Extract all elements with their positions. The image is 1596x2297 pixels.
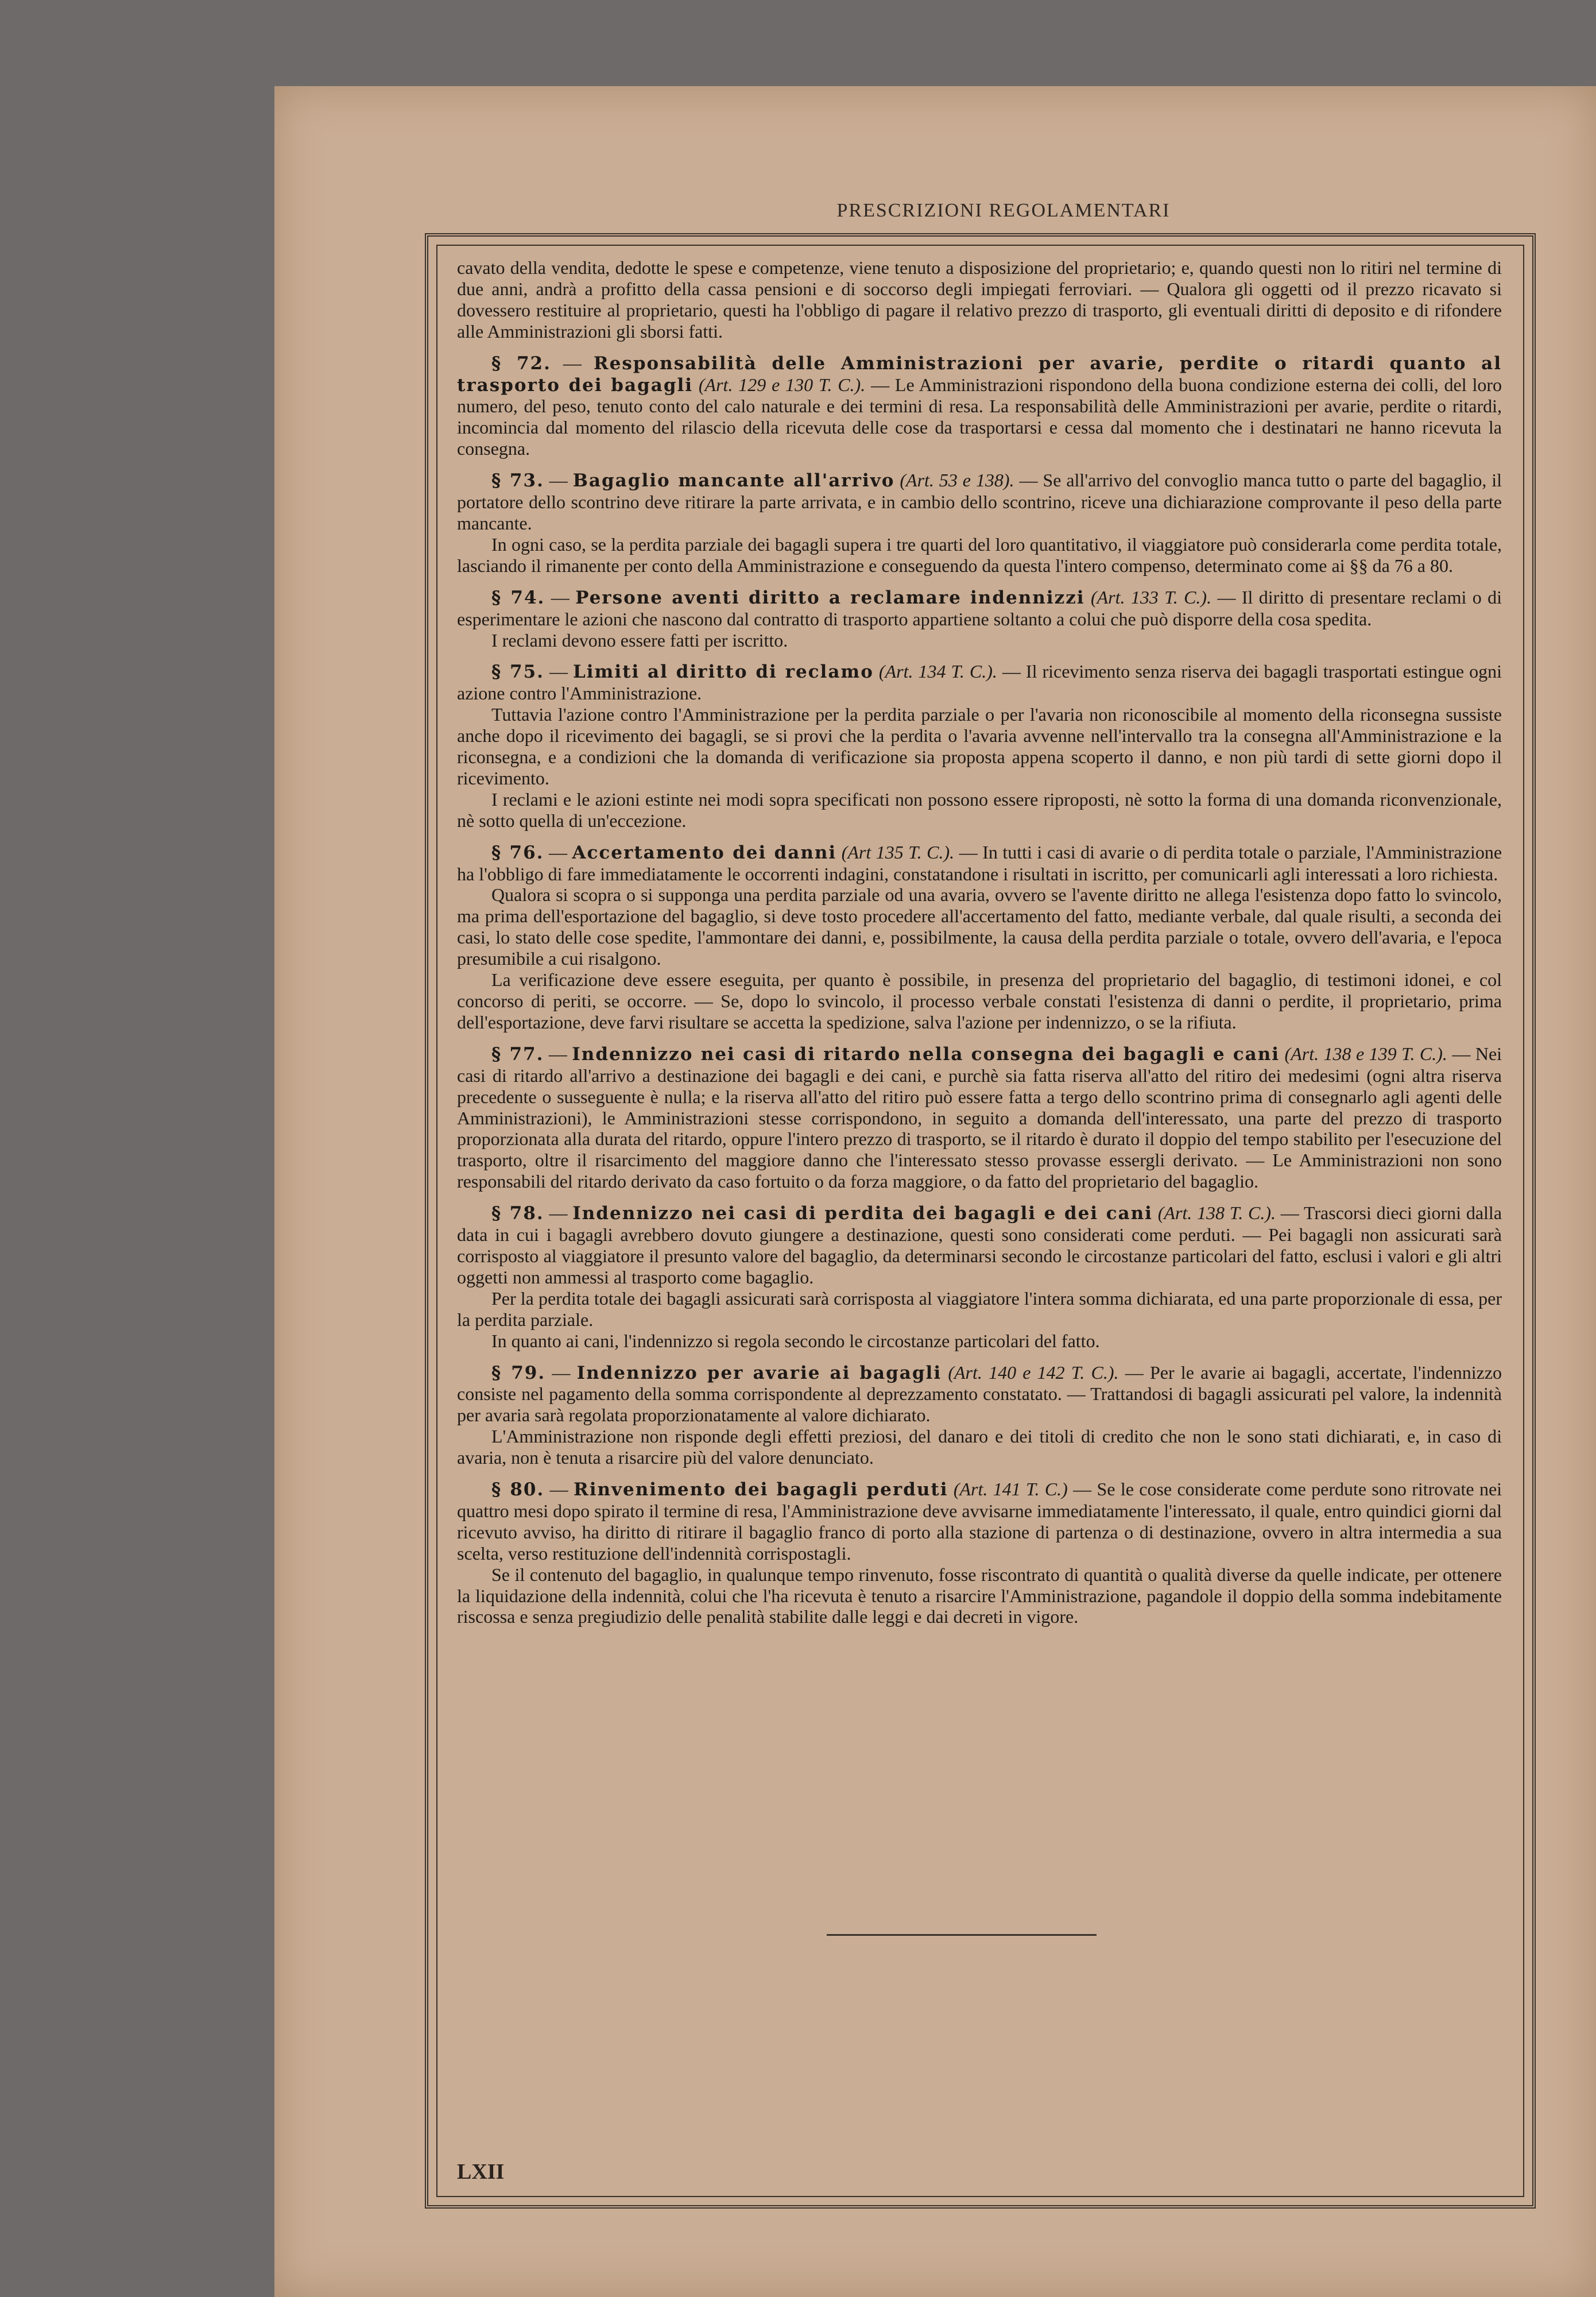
section-number: § 72.	[491, 353, 551, 374]
section-reference: (Art. 140 e 142 T. C.).	[948, 1362, 1119, 1383]
section-number: § 74.	[491, 587, 545, 608]
section-reference: (Art 135 T. C.).	[841, 841, 955, 863]
section-paragraph: § 79. — Indennizzo per avarie ai bagagli (Art. 140 e 142 T. C.). — Per le avarie ai bagagli, accertate, l'indennizzo consiste nel pagamento della somma corrispondente al deprezzamento constatato. — Trattandosi di bagagli assicurati pel valore, la indennità per avaria sarà regolata proporzionatamente al valore dichiarato.	[457, 1362, 1502, 1426]
running-head: PRESCRIZIONI REGOLAMENTARI	[836, 200, 1171, 221]
section-title: Indennizzo nei casi di ritardo nella consegna dei bagagli e cani	[572, 1043, 1280, 1065]
section-subparagraph: In ogni caso, se la perdita parziale dei bagagli supera i tre quarti del loro quantitativo, il viaggiatore può considerarla come perdita totale, lasciando il rimanente per conto della Amministrazione e conseguendo da questa l'intero compenso, determinato come ai §§ da 76 a 80.	[457, 533, 1502, 576]
section-title: Persone aventi diritto a reclamare indennizzi	[575, 587, 1085, 608]
section-text: — Trascorsi dieci giorni dalla data in cui i bagagli avrebbero dovuto giungere a destinazione, questi sono considerati come perduti. — Pei bagagli non assicurati sarà corrisposto al viaggiatore il presunto valore del bagaglio, da determinarsi secondo le circostanze particolari del fatto, esclusi i valori e gli altri oggetti non ammessi al trasporto come bagaglio.	[457, 1202, 1502, 1287]
section-paragraph: § 74. — Persone aventi diritto a reclamare indennizzi (Art. 133 T. C.). — Il diritto di presentare reclami o di esperimentare le azioni che nascono dal contratto di trasporto appartiene soltanto a colui che può disporre della cosa spedita.	[457, 586, 1502, 629]
section-title: Limiti al diritto di reclamo	[572, 662, 874, 683]
section-number: § 73.	[491, 470, 544, 492]
section-subparagraph: La verificazione deve essere eseguita, per quanto è possibile, in presenza del proprietario del bagaglio, di testimoni idonei, e col concorso di periti, se occorre. — Se, dopo lo svincolo, il processo verbale constati l'esistenza di danni o perdite, il proprietario, prima dell'esportazione, deve farvi risultare se accetta la spedizione, salva l'azione per indennizzo, o se la rifiuta.	[457, 969, 1502, 1033]
section-subparagraph: In quanto ai cani, l'indennizzo si regola secondo le circostanze particolari del fatto.	[491, 1330, 1100, 1351]
section-title: Indennizzo per avarie ai bagagli	[576, 1362, 942, 1383]
page-folio: LXII	[457, 2160, 505, 2184]
section-number: § 75.	[491, 662, 544, 683]
section-text: — Nei casi di ritardo all'arrivo a destinazione dei bagagli e dei cani, e purchè sia fatta riserva all'atto del ritiro dei medesimi (ogni altra riserva precedente o susseguente è nulla; e la riserva all'atto del ritiro può essere fatta a tergo dello scontrino prima di consegnarlo agli agenti delle Amministrazioni), le Amministrazioni stesse corrispondono, in seguito a domanda dell'interessato, una parte del prezzo di trasporto proporzionata alla durata del ritardo, oppure l'intero prezzo di trasporto, se il ritardo è durato il doppio del tempo stabilito per l'esecuzione del trasporto, oltre il risarcimento del maggiore danno che l'interessato stesso provasse essergli derivato. — Le Amministrazioni non sono responsabili del ritardo derivato da caso fortuito o da forza maggiore, o da fatto del proprietario del bagaglio.	[457, 1043, 1502, 1192]
section-paragraph: § 76. — Accertamento dei danni (Art 135 T. C.). — In tutti i casi di avarie o di perdita totale o parziale, l'Amministrazione ha l'obbligo di fare immediatamente le occorrenti indagini, constatandone i risultati in iscritto, per comunicarli agli interessati a loro richiesta.	[457, 841, 1502, 884]
section-paragraph: § 75. — Limiti al diritto di reclamo (Art. 134 T. C.). — Il ricevimento senza riserva dei bagagli trasportati estingue ogni azione contro l'Amministrazione.	[457, 661, 1502, 704]
sections-container	[457, 353, 1502, 1628]
section-title: Accertamento dei danni	[572, 842, 837, 863]
section-text: — Il ricevimento senza riserva dei bagagli trasportati estingue ogni azione contro l'Amministrazione.	[457, 661, 1502, 704]
section-reference: (Art. 138 T. C.).	[1157, 1202, 1276, 1224]
section-title: Bagaglio mancante all'arrivo	[572, 470, 895, 492]
section-number: § 80.	[491, 1479, 545, 1501]
section-reference: (Art. 53 e 138).	[900, 470, 1014, 491]
section-text: — Il diritto di presentare reclami o di esperimentare le azioni che nascono dal contratto di trasporto appartiene soltanto a colui che può disporre della cosa spedita.	[457, 586, 1502, 629]
section-reference: (Art. 138 e 139 T. C.).	[1284, 1043, 1447, 1064]
section-subparagraph: Se il contenuto del bagaglio, in qualunque tempo rinvenuto, fosse riscontrato di quantità o qualità diverse da quelle indicate, per ottenere la liquidazione della indennità, colui che l'ha ricevuta è tenuto a risarcire l'Amministrazione, pagandole il doppio della somma indebitamente riscossa e senza pregiudizio delle penalità stabilite dalle leggi e dai decreti in vigore.	[457, 1564, 1502, 1627]
section-paragraph: § 72. — Responsabilità delle Amministrazioni per avarie, perdite o ritardi quanto al trasporto dei bagagli (Art. 129 e 130 T. C.). — Le Amministrazioni rispondono della buona condizione esterna dei colli, del loro numero, del peso, tenuto conto del calo naturale e dei termini di resa. La responsabilità delle Amministrazioni per avarie, perdite o ritardi, incomincia dal momento del rilascio della ricevuta delle cose da trasportarsi e cessa dal momento che i destinatari ne hanno ricevuta la consegna.	[457, 352, 1502, 459]
section-subparagraph: L'Amministrazione non risponde degli effetti preziosi, del danaro e dei titoli di credito che non le sono stati dichiarati, e, in caso di avaria, non è tenuta a risarcire più del valore denunciato.	[457, 1426, 1502, 1468]
section-subparagraph: I reclami e le azioni estinte nei modi sopra specificati non possono essere riproposti, nè sotto la forma di una domanda riconvenzionale, nè sotto quella di un'eccezione.	[457, 788, 1502, 831]
section-title: Rinvenimento dei bagagli perduti	[573, 1479, 948, 1501]
section-number: § 79.	[491, 1362, 546, 1383]
section-reference: (Art. 141 T. C.)	[953, 1479, 1068, 1500]
section-text: — Per le avarie ai bagagli, accertate, l'indennizzo consiste nel pagamento della somma corrispondente al deprezzamento constatato. — Trattandosi di bagagli assicurati pel valore, la indennità per avaria sarà regolata proporzionatamente al valore dichiarato.	[457, 1362, 1502, 1426]
section-title: Indennizzo nei casi di perdita dei bagagli e dei cani	[572, 1203, 1153, 1224]
section-paragraph: § 73. — Bagaglio mancante all'arrivo (Art. 53 e 138). — Se all'arrivo del convoglio manca tutto o parte del bagaglio, il portatore dello scontrino deve ritirare la parte arrivata, e in cambio dello scontrino, riceve una dichiarazione comprovante il peso della parte mancante.	[457, 470, 1502, 533]
section-text: — Se all'arrivo del convoglio manca tutto o parte del bagaglio, il portatore dello scontrino deve ritirare la parte arrivata, e in cambio dello scontrino, riceve una dichiarazione comprovante il peso della parte mancante.	[457, 470, 1502, 533]
body-text	[457, 257, 1502, 1627]
section-reference: (Art. 133 T. C.).	[1090, 586, 1212, 608]
section-title: Responsabilità delle Amministrazioni per avarie, perdite o ritardi quanto al trasporto dei bagagli	[457, 353, 1502, 396]
section-text: — Se le cose considerate come perdute sono ritrovate nei quattro mesi dopo spirato il termine di resa, l'Amministrazione deve avvisarne immediatamente l'interessato, il quale, entro quindici giorni dal ricevuto avviso, ha diritto di ritirare il bagaglio franco di porto alla stazione di partenza o di destinazione, ovvero in altra intermedia a sua scelta, verso restituzione dell'indennità corrispostagli.	[457, 1479, 1502, 1564]
section-paragraph: § 78. — Indennizzo nei casi di perdita dei bagagli e dei cani (Art. 138 T. C.). — Trascorsi dieci giorni dalla data in cui i bagagli avrebbero dovuto giungere a destinazione, questi sono considerati come perduti. — Pei bagagli non assicurati sarà corrisposto al viaggiatore il presunto valore del bagaglio, da determinarsi secondo le circostanze particolari del fatto, esclusi i valori e gli altri oggetti non ammessi al trasporto come bagaglio.	[457, 1202, 1502, 1287]
section-subparagraph: Per la perdita totale dei bagagli assicurati sarà corrisposta al viaggiatore l'intera somma dichiarata, ed una parte proporzionale di essa, per la perdita parziale.	[457, 1287, 1502, 1330]
section-reference: (Art. 129 e 130 T. C.).	[698, 374, 866, 395]
section-subparagraph: Tuttavia l'azione contro l'Amministrazione per la perdita parziale o per l'avaria non riconoscibile al momento della riconsegna sussiste anche dopo il ricevimento dei bagagli, se si provi che la perdita o l'avaria avvenne nell'intervallo tra la consegna all'Amministrazione e la riconsegna, e a condizioni che la domanda di verificazione sia proposta appena scoperto il danno, e non più tardi di sette giorni dopo il ricevimento.	[457, 704, 1502, 788]
intro-paragraph: cavato della vendita, dedotte le spese e competenze, viene tenuto a disposizione del proprietario; e, quando questi non lo ritiri nel termine di due anni, andrà a profitto della cassa pensioni e di soccorso degli impiegati ferroviari. — Qualora gli oggetti od il prezzo ricavato si dovessero restituire al proprietario, questi ha l'obbligo di pagare il relativo prezzo di trasporto, gli eventuali diritti di deposito e di rifondere alle Amministrazioni gli sborsi fatti.	[457, 257, 1502, 342]
section-text: — Le Amministrazioni rispondono della buona condizione esterna dei colli, del loro numero, del peso, tenuto conto del calo naturale e dei termini di resa. La responsabilità delle Amministrazioni per avarie, perdite o ritardi, incomincia dal momento del rilascio della ricevuta delle cose da trasportarsi e cessa dal momento che i destinatari ne hanno ricevuta la consegna.	[457, 374, 1502, 459]
section-number: § 78.	[491, 1203, 544, 1224]
section-paragraph: § 80. — Rinvenimento dei bagagli perduti (Art. 141 T. C.) — Se le cose considerate come perdute sono ritrovate nei quattro mesi dopo spirato il termine di resa, l'Amministrazione deve avvisarne immediatamente l'interessato, il quale, entro quindici giorni dal ricevuto avviso, ha diritto di ritirare il bagaglio franco di porto alla stazione di partenza o di destinazione, ovvero in altra intermedia a sua scelta, verso restituzione dell'indennità corrispostagli.	[457, 1479, 1502, 1564]
section-number: § 76.	[491, 842, 544, 863]
section-text: — In tutti i casi di avarie o di perdita totale o parziale, l'Amministrazione ha l'obbligo di fare immediatamente le occorrenti indagini, constatandone i risultati in iscritto, per comunicarli agli interessati a loro richiesta.	[457, 841, 1502, 884]
section-number: § 77.	[491, 1043, 544, 1065]
closing-rule	[827, 1934, 1097, 1936]
section-subparagraph: I reclami devono essere fatti per iscritto.	[491, 629, 788, 651]
section-paragraph: § 77. — Indennizzo nei casi di ritardo nella consegna dei bagagli e cani (Art. 138 e 139 T. C.). — Nei casi di ritardo all'arrivo a destinazione dei bagagli e dei cani, e purchè sia fatta riserva all'atto del ritiro dei medesimi (ogni altra riserva precedente o susseguente è nulla; e la riserva all'atto del ritiro può essere fatta a tergo dello scontrino prima di consegnarlo agli agenti delle Amministrazioni), le Amministrazioni stesse corrispondono, in seguito a domanda dell'interessato, una parte del prezzo di trasporto proporzionata alla durata del ritardo, oppure l'intero prezzo di trasporto, se il ritardo è durato il doppio del tempo stabilito per l'esecuzione del trasporto, oltre il risarcimento del maggiore danno che l'interessato stesso provasse essergli derivato. — Le Amministrazioni non sono responsabili del ritardo derivato da caso fortuito o da forza maggiore, o da fatto del proprietario del bagaglio.	[457, 1043, 1502, 1192]
section-subparagraph: Qualora si scopra o si supponga una perdita parziale od una avaria, ovvero se l'avente diritto ne allega l'esistenza dopo fatto lo svincolo, ma prima dell'esportazione del bagaglio, si deve tosto procedere all'accertamento del fatto, mediante verbale, dal quale risulti, a seconda dei casi, lo stato delle cose spedite, l'ammontare dei danni, e, possibilmente, la causa della perdita parziale o totale, ovvero dell'avaria, e l'epoca presumibile a cui risalgono.	[457, 884, 1502, 969]
section-reference: (Art. 134 T. C.).	[878, 661, 997, 682]
